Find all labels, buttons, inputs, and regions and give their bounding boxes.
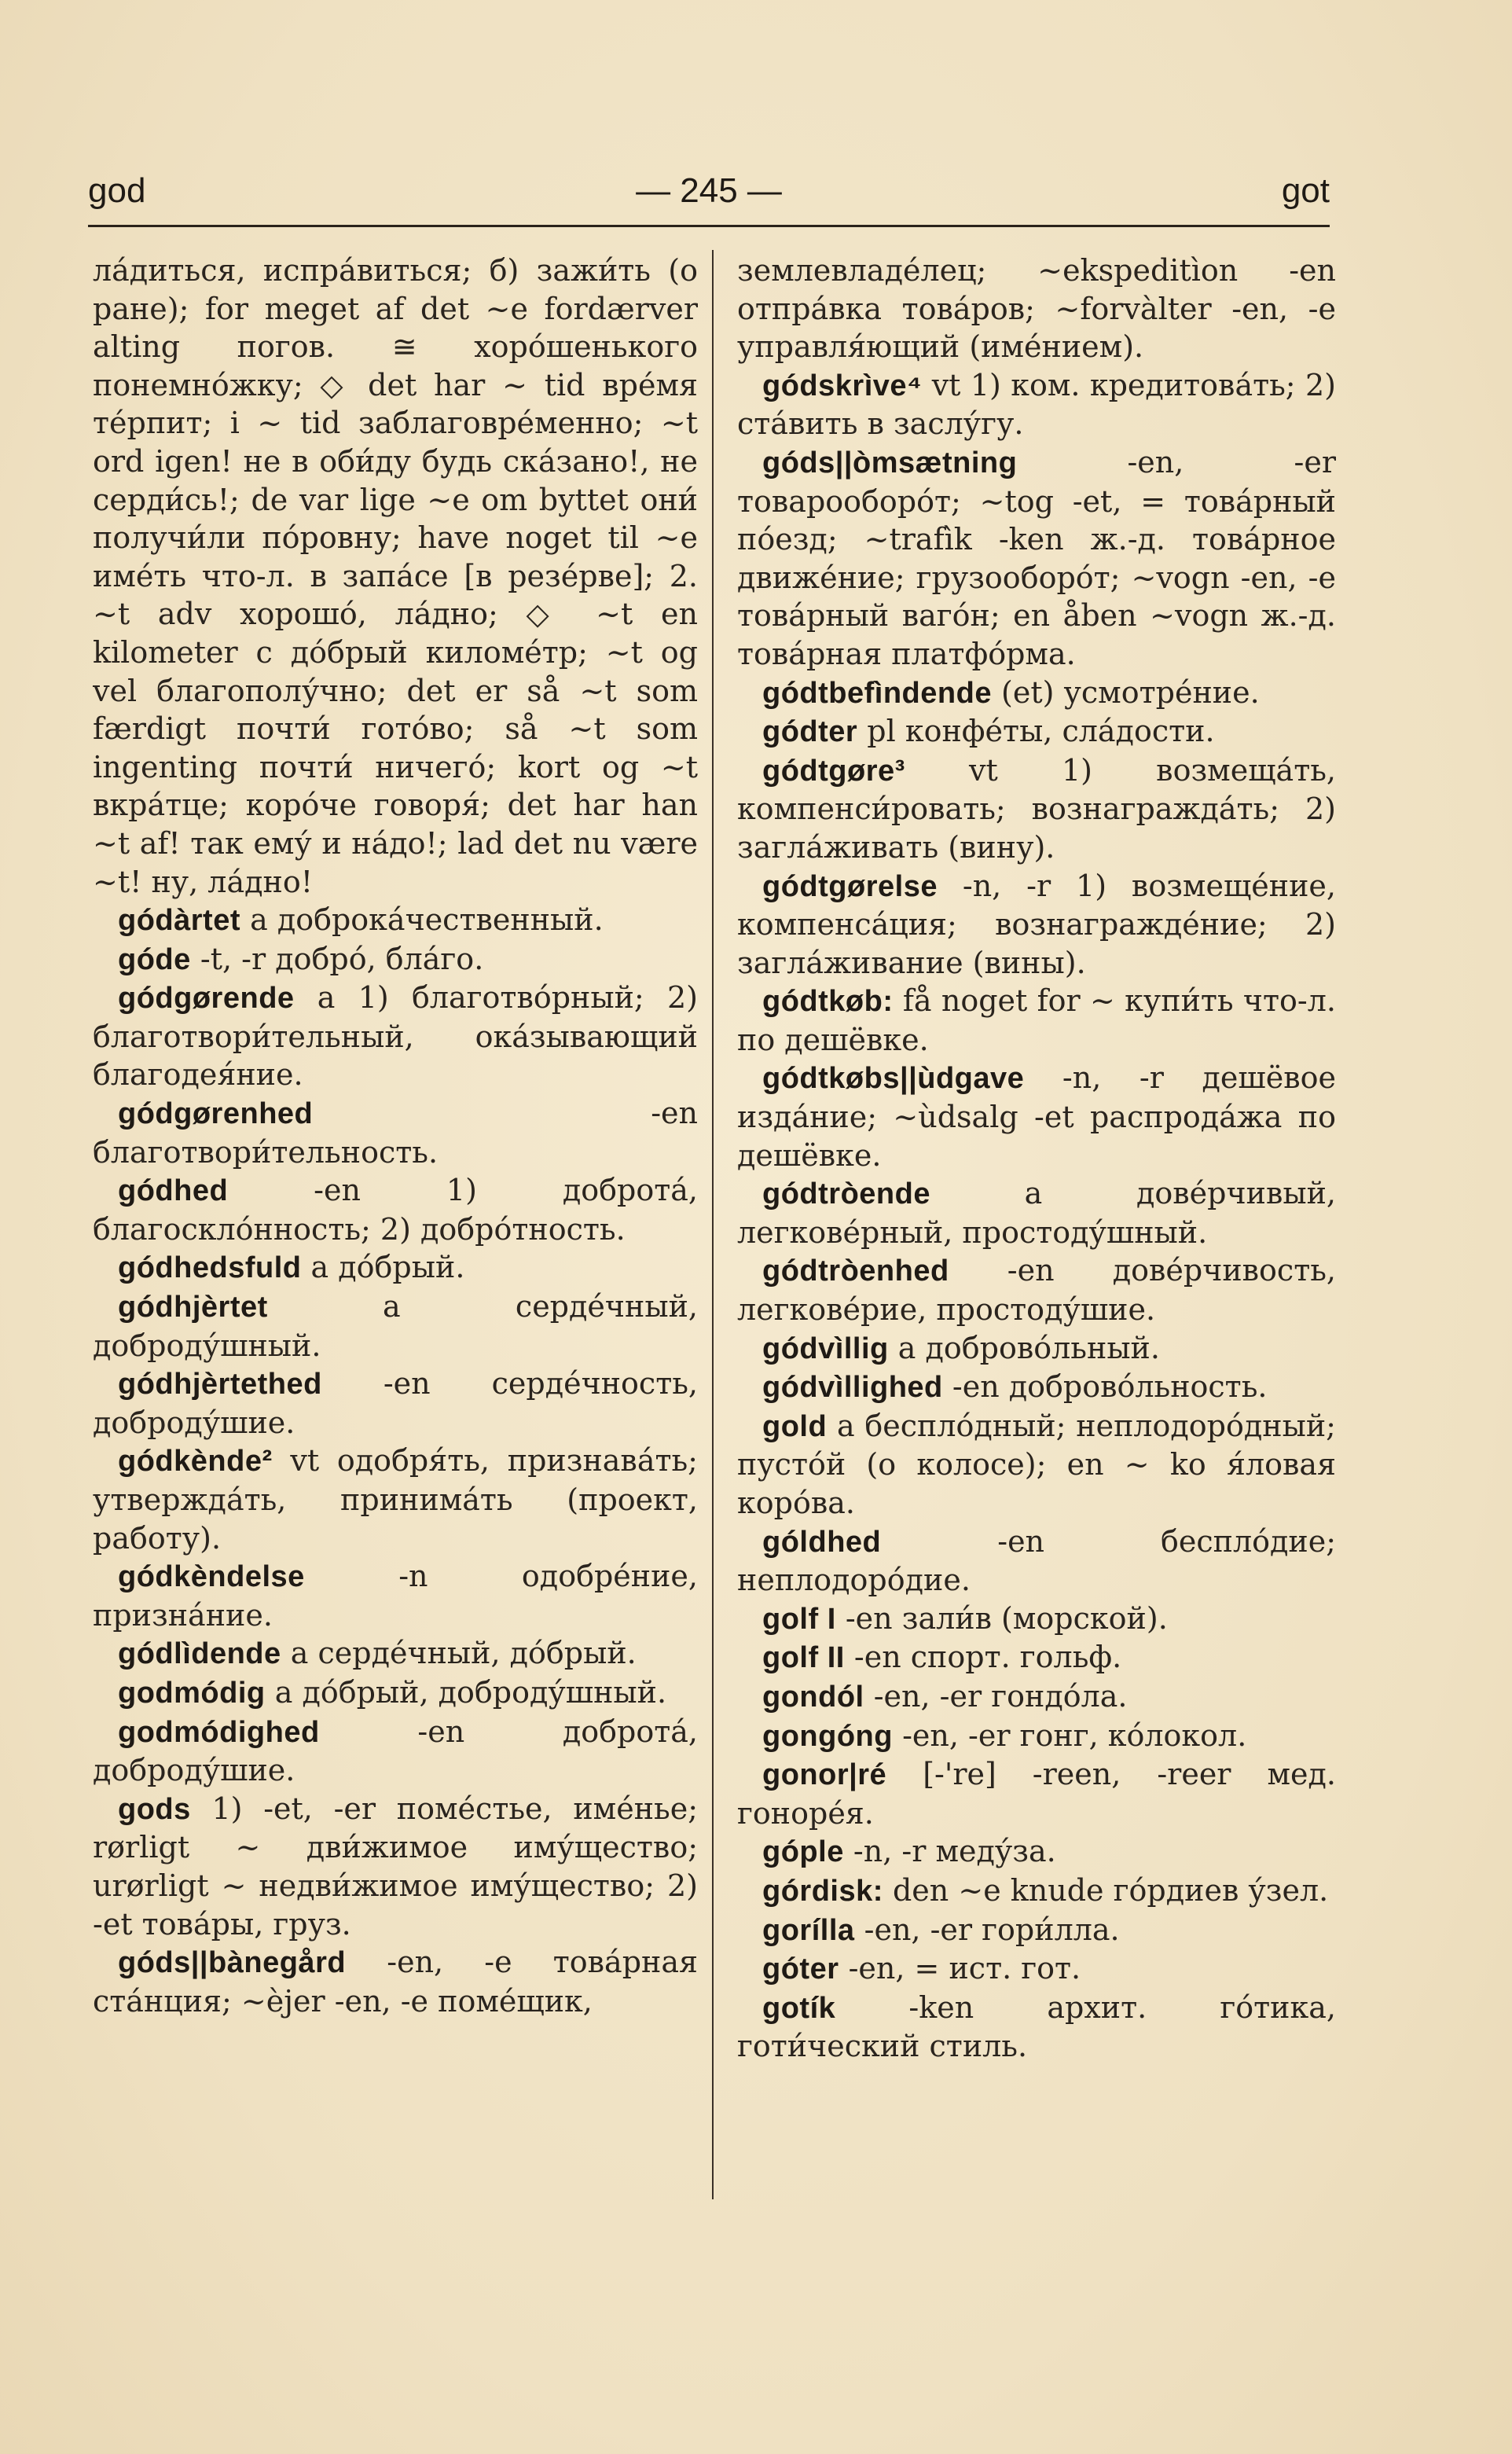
entry-definition: -en, -er гонг, ко́локол. [892, 1717, 1247, 1753]
entry-definition: få noget for ~ купи́ть что-л. по дешёвке. [737, 983, 1336, 1057]
headword: gódlìdende [118, 1637, 281, 1671]
dictionary-entry [737, 1717, 1336, 1756]
headword: gódgørende [118, 982, 295, 1016]
entry-definition: -en зали́в (морской). [835, 1600, 1168, 1636]
headword: góter [762, 1953, 839, 1986]
entry-definition: pl конфе́ты, сла́дости. [857, 714, 1215, 749]
headword: gódtgørelse [762, 869, 938, 903]
entry-definition: -ken архит. го́тика, готи́ческий стиль. [737, 1989, 1336, 2064]
headword: gódkènde² [118, 1445, 273, 1479]
entry-definition: a доброво́льный. [888, 1330, 1160, 1365]
headword: gódtkøbs||ùdgave [762, 1062, 1025, 1096]
headword: gonor|ré [762, 1758, 887, 1792]
entry-definition: a беспло́дный; неплодоро́дный; пусто́й (о колосе); en ~ ko я́ловая коро́ва. [737, 1408, 1336, 1520]
dictionary-entry [93, 1442, 698, 1557]
headword: godmódig [118, 1676, 266, 1710]
entry-definition: -en беспло́дие; неплодоро́дие. [737, 1523, 1336, 1598]
entry-definition: a серде́чный, доброду́шный. [93, 1289, 698, 1363]
headword: gódhed [118, 1174, 229, 1208]
entry-definition: -en, -e това́рная ста́нция; ~èjer -en, -e поме́щик, [93, 1945, 698, 2019]
dictionary-entry [93, 979, 698, 1094]
entry-definition: -n, -r меду́за. [843, 1834, 1056, 1869]
headword: golf II [762, 1641, 845, 1675]
headword: góds||òmsætning [762, 446, 1018, 479]
headword: gold [762, 1409, 828, 1443]
headword: górdisk: [762, 1874, 883, 1908]
dictionary-entry [93, 940, 698, 979]
entry-definition: -en 1) доброта́, благоскло́нность; 2) добро́тность. [93, 1173, 698, 1247]
dictionary-entry [93, 1943, 698, 2020]
headword: gódskrìve⁴ [762, 369, 923, 402]
entry-definition: -en, -er товарооборо́т; ~tog -et, = това́рный по́езд; ~trafìk -ken ж.-д. това́рное движе́ние; грузооборо́т; ~vogn -en, -e това́рный ваго́н; en åben ~vogn ж.-д. това́рная платфо́рма. [737, 444, 1336, 671]
headword: gódtkøb: [762, 985, 894, 1019]
dictionary-entry [737, 751, 1336, 867]
entry-definition: (et) усмотре́ние. [991, 674, 1260, 710]
header-right-guide-word: got [1281, 171, 1330, 210]
headword: gódhjèrtethed [118, 1368, 322, 1401]
dictionary-entry [737, 1368, 1336, 1407]
headword: góldhed [762, 1525, 882, 1559]
headword: gorílla [762, 1913, 855, 1947]
headword: gódgørenhed [118, 1097, 314, 1131]
headword: gódvìllig [762, 1332, 889, 1365]
headword: gódvìllighed [762, 1371, 943, 1405]
entry-definition: -en благотвори́тельность. [93, 1096, 698, 1170]
dictionary-entry [737, 1911, 1336, 1950]
headword: góde [118, 942, 191, 976]
right-column [737, 252, 1336, 2374]
dictionary-entry [737, 1638, 1336, 1677]
dictionary-entry [737, 982, 1336, 1059]
dictionary-entry [93, 1248, 698, 1288]
dictionary-entry [737, 674, 1336, 713]
headword: gódtròende [762, 1177, 930, 1211]
dictionary-entry [93, 1557, 698, 1634]
dictionary-entry [737, 1407, 1336, 1523]
headword: gondól [762, 1680, 864, 1714]
dictionary-entry [93, 1790, 698, 1943]
entry-definition: vt 1) возмеща́ть, компенси́ровать; вознагражда́ть; 2) загла́живать (вину). [737, 752, 1336, 865]
dictionary-entry [737, 1251, 1336, 1328]
headword: gods [118, 1792, 191, 1826]
entry-definition: -en, -er гори́лла. [854, 1912, 1120, 1947]
headword: gódàrtet [118, 904, 240, 938]
dictionary-entry [737, 1872, 1336, 1911]
dictionary-entry [93, 1288, 698, 1365]
dictionary-entry [93, 1634, 698, 1673]
dictionary-entry [737, 1329, 1336, 1368]
entry-definition: -en дове́рчивость, легкове́рие, простоду́шие. [737, 1253, 1336, 1328]
page-number: — 245 — [636, 171, 782, 210]
entry-definition: a до́брый. [301, 1250, 465, 1285]
headword: góds||bànegård [118, 1946, 347, 1980]
entry-definition: -en спорт. гольф. [844, 1640, 1122, 1675]
headword: gódtgøre³ [762, 754, 905, 788]
dictionary-entry [737, 712, 1336, 751]
dictionary-entry [737, 1832, 1336, 1872]
entry-definition: -en доброво́льность. [942, 1369, 1268, 1405]
column-divider [712, 250, 714, 2199]
dictionary-entry [737, 366, 1336, 443]
entry-definition: землевладе́лец; ~ekspeditìon -en отпра́вка това́ров; ~forvàlter -en, -e управля́ющий (име́нием). [737, 253, 1336, 365]
dictionary-entry [93, 1365, 698, 1442]
dictionary-entry [737, 1949, 1336, 1989]
entry-definition: a до́брый, доброду́шный. [265, 1674, 667, 1710]
dictionary-entry [93, 901, 698, 940]
headword: gódter [762, 715, 858, 749]
headword: gódtròenhed [762, 1255, 949, 1288]
header-left-guide-word: god [88, 171, 146, 210]
headword: godmódighed [118, 1715, 320, 1749]
entry-definition: -n одобре́ние, призна́ние. [93, 1559, 698, 1633]
entry-definition: ла́диться, испра́виться; б) зажи́ть (о ране); for meget af det ~e fordærver alting погов. ≅ хоро́шенького понемно́жку; ◇ det har ~ tid вре́мя те́рпит; i ~ tid заблаговре́менно; ~t ord igen! не в оби́ду будь ска́зано!, не серди́сь!; de var lige ~e om byttet они́ получи́ли по́ровну; have noget til ~e име́ть что-л. в запа́се [в резе́рве]; 2. ~t adv хорошо́, ла́дно; ◇ ~t en kilometer с до́брый киломе́тр; ~t og vel благополу́чно; det er så ~t som færdigt почти́ гото́во; så ~t som ingenting почти́ ничего́; kort og ~t вкра́тце; коро́че говоря́; det har han ~t af! так ему́ и на́до!; lad det nu være ~t! ну, ла́дно! [93, 253, 698, 899]
entry-definition: -t, -r добро́, бла́го. [190, 941, 484, 976]
entry-definition: -n, -r 1) возмеще́ние, компенса́ция; вознагражде́ние; 2) загла́живание (вины). [737, 868, 1336, 980]
entry-definition: -n, -r дешёвое изда́ние; ~ùdsalg -et распрода́жа по дешёвке. [737, 1060, 1336, 1173]
entry-definition: den ~e knude го́рдиев у́зел. [883, 1872, 1329, 1908]
headword: gotík [762, 1991, 836, 2025]
entry-definition: a 1) благотво́рный; 2) благотвори́тельный, ока́зывающий благодея́ние. [93, 980, 698, 1093]
entry-definition: [-'re] -reen, -reer мед. гоноре́я. [737, 1757, 1336, 1831]
dictionary-entry [737, 443, 1336, 674]
dictionary-entry [737, 1523, 1336, 1600]
headword: gódkèndelse [118, 1560, 305, 1594]
headword: gódhedsfuld [118, 1251, 302, 1285]
entry-definition: -en, = ист. гот. [839, 1951, 1081, 1986]
page-header [88, 171, 1330, 226]
entry-definition: 1) -et, -er поме́стье, име́нье; rørligt ~ дви́жимое иму́щество; urørligt ~ недви́жимое иму́щество; 2) -et това́ры, груз. [93, 1791, 698, 1942]
headword: góple [762, 1835, 844, 1869]
left-column [93, 252, 698, 2374]
dictionary-entry [93, 1171, 698, 1248]
entry-definition: vt одобря́ть, признава́ть; утвержда́ть, принима́ть (проект, работу). [93, 1443, 698, 1556]
entry-definition: -en, -er гондо́ла. [864, 1678, 1128, 1714]
dictionary-entry [737, 1059, 1336, 1174]
headword: gongóng [762, 1719, 893, 1753]
dictionary-entry [737, 1677, 1336, 1717]
headword: gódhjèrtet [118, 1291, 268, 1324]
dictionary-entry [737, 1174, 1336, 1251]
header-rule [88, 225, 1330, 227]
dictionary-entry [737, 1755, 1336, 1832]
entry-definition: -en доброта́, доброду́шие. [93, 1714, 698, 1788]
entry-definition: a дове́рчивый, легкове́рный, простоду́шный. [737, 1176, 1336, 1250]
headword: gódtbefìndende [762, 676, 992, 710]
dictionary-entry [93, 1094, 698, 1171]
continued-entry [737, 252, 1336, 366]
dictionary-entry [93, 1673, 698, 1713]
dictionary-entry [93, 1713, 698, 1790]
dictionary-entry [737, 1600, 1336, 1639]
entry-definition: a доброка́чественный. [240, 902, 604, 938]
entry-definition: a серде́чный, до́брый. [281, 1636, 637, 1671]
dictionary-entry [737, 1989, 1336, 2066]
entry-definition: -en серде́чность, доброду́шие. [93, 1366, 698, 1440]
dictionary-entry [737, 867, 1336, 983]
headword: golf I [762, 1602, 836, 1636]
entry-definition: vt 1) ком. кредитова́ть; 2) ста́вить в заслу́гу. [737, 367, 1336, 442]
continued-entry [93, 252, 698, 901]
